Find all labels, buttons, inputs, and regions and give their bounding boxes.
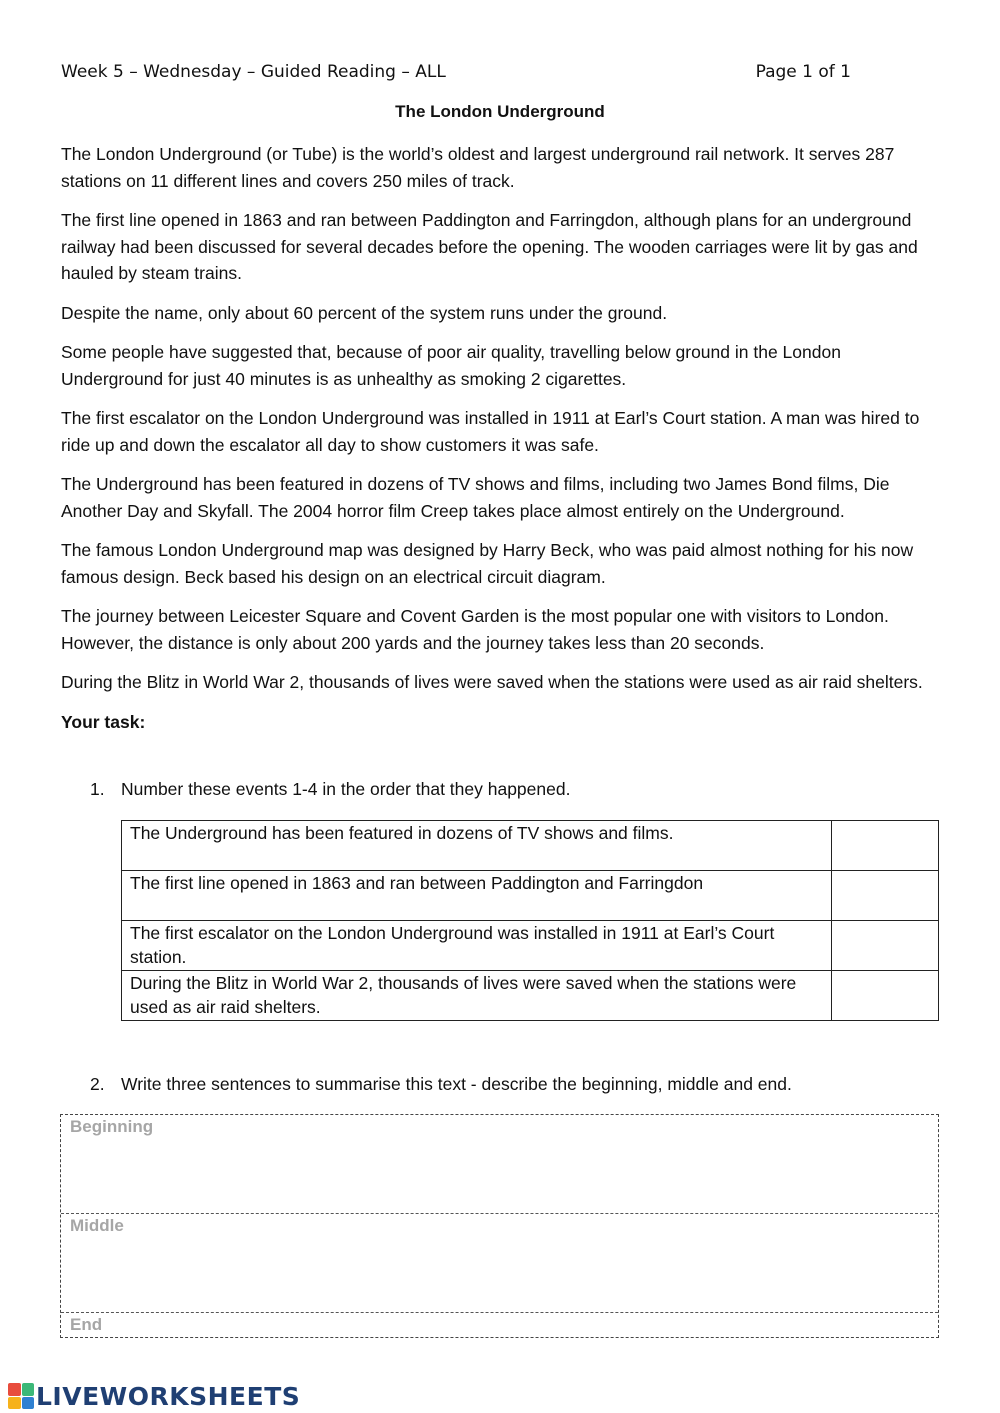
- question-number: 2.: [90, 1074, 105, 1094]
- logo-grid-icon: [8, 1383, 34, 1409]
- event-text: The first escalator on the London Underground was installed in 1911 at Earl’s Court station.: [122, 921, 832, 971]
- event-text: During the Blitz in World War 2, thousands of lives were saved when the stations were used as air raid shelters.: [122, 971, 832, 1021]
- event-text: The Underground has been featured in dozens of TV shows and films.: [122, 821, 832, 871]
- summary-label: Beginning: [70, 1117, 154, 1136]
- table-row: [122, 871, 939, 921]
- question-text: Write three sentences to summarise this text - describe the beginning, middle and end.: [121, 1074, 792, 1094]
- order-number-box[interactable]: [832, 921, 939, 971]
- task-heading: Your task:: [61, 711, 146, 732]
- paragraph: The London Underground (or Tube) is the world’s oldest and largest underground rail network. It serves 287 stations on 11 different lines and covers 250 miles of track.: [61, 144, 895, 191]
- logo-text: LIVEWORKSHEETS: [36, 1381, 301, 1411]
- header-lesson-info: Week 5 – Wednesday – Guided Reading – ALL: [61, 62, 446, 82]
- paragraph: During the Blitz in World War 2, thousands of lives were saved when the stations were used as air raid shelters.: [61, 672, 923, 692]
- question-text: Number these events 1-4 in the order that they happened.: [121, 779, 571, 799]
- order-number-box[interactable]: [832, 971, 939, 1021]
- logo-square: [22, 1397, 35, 1410]
- events-ordering-table: [121, 820, 939, 1021]
- summary-end-field[interactable]: [61, 1313, 938, 1337]
- event-text: The first line opened in 1863 and ran between Paddington and Farringdon: [122, 871, 832, 921]
- question-number: 1.: [90, 779, 105, 799]
- logo-square: [22, 1383, 35, 1396]
- header-page-number: Page 1 of 1: [755, 62, 851, 82]
- summary-beginning-field[interactable]: [61, 1115, 938, 1214]
- paragraph: The first line opened in 1863 and ran between Paddington and Farringdon, although plans for an underground railway had been discussed for several decades before the opening. The wooden carriages were lit by gas and hauled by steam trains.: [61, 210, 918, 283]
- paragraph: Some people have suggested that, because of poor air quality, travelling below ground in the London Underground for just 40 minutes is as unhealthy as smoking 2 cigarettes.: [61, 342, 841, 389]
- question-2: [90, 1074, 792, 1095]
- page-header: [61, 62, 851, 86]
- paragraph: The journey between Leicester Square and Covent Garden is the most popular one with visitors to London. However, the distance is only about 200 yards and the journey takes less than 20 seconds.: [61, 606, 889, 653]
- question-1: [90, 779, 570, 800]
- document-title: The London Underground: [395, 102, 605, 121]
- paragraph: The famous London Underground map was designed by Harry Beck, who was paid almost nothing for his now famous design. Beck based his design on an electrical circuit diagram.: [61, 540, 914, 587]
- summary-label: Middle: [70, 1216, 124, 1235]
- liveworksheets-logo: [8, 1381, 300, 1411]
- order-number-box[interactable]: [832, 821, 939, 871]
- logo-square: [8, 1383, 21, 1396]
- paragraph: The first escalator on the London Underground was installed in 1911 at Earl’s Court station. A man was hired to ride up and down the escalator all day to show customers it was safe.: [61, 408, 920, 455]
- summary-label: End: [70, 1315, 103, 1334]
- paragraph: Despite the name, only about 60 percent of the system runs under the ground.: [61, 302, 668, 323]
- table-row: [122, 821, 939, 871]
- logo-square: [8, 1397, 21, 1410]
- paragraph: The Underground has been featured in dozens of TV shows and films, including two James Bond films, Die Another Day and Skyfall. The 2004 horror film Creep takes place almost entirely on the Underground.: [61, 474, 890, 521]
- table-row: [122, 921, 939, 971]
- summary-answer-box: [60, 1114, 939, 1338]
- summary-middle-field[interactable]: [61, 1214, 938, 1313]
- article-body: [61, 141, 941, 748]
- table-row: [122, 971, 939, 1021]
- order-number-box[interactable]: [832, 871, 939, 921]
